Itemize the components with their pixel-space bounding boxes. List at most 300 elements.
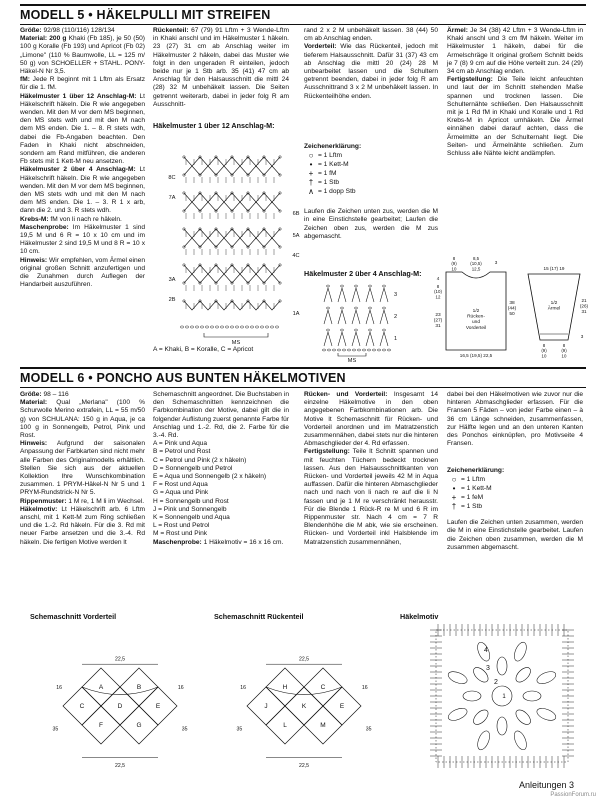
paragraph-text: 98 – 116 (41, 391, 69, 398)
m5-col2-paragraph (153, 27, 289, 109)
foundation-chain (200, 326, 204, 328)
foundation-chain (205, 326, 209, 328)
motif-letter: C (79, 703, 85, 710)
measure-label: 3 (580, 334, 584, 339)
petal-cluster (512, 641, 529, 663)
measure-label: 10 (451, 266, 457, 272)
poncho-back-schematic (214, 628, 394, 778)
motif-letter: E (155, 703, 161, 710)
chain-stitch (382, 285, 385, 287)
measure-label: 8 (452, 256, 456, 261)
modell6-column-2 (153, 391, 289, 547)
v-stitch (380, 288, 388, 302)
paragraph-text: Im Häkelmuster 1 sind 19,5 M und 6 R = 10 x 10 cm und im Häkelmuster 2 sind 19,5 M und 8 R = 10 x 10 cm. (20, 223, 145, 256)
paragraph-heading: Fertigstellung: (447, 76, 493, 84)
m5-col3-paragraph (304, 43, 438, 100)
color-combo-item: K = Sonnengelb und Aqua (153, 514, 230, 522)
sleeve-label: 1/2 (550, 301, 558, 306)
v-stitch (366, 310, 374, 324)
paragraph-heading: Häkelmuster 2 über 4 Anschlag-M: (20, 166, 136, 174)
m5-legend-note: Laufen die Zeichen unten zus, werden die M in eine Einstichstelle gearbeitet; Laufen die Zeichen oben zus, werden die M zus abgemascht. (304, 208, 438, 240)
m6-col3-paragraph (304, 391, 438, 448)
neckline (82, 687, 158, 695)
dimension-label: 16 (361, 684, 368, 691)
measure-label: 16,5 (19,5) 22,5 (459, 353, 493, 358)
body-label: Vorderteil (465, 325, 487, 331)
paragraph-text: 67 (79) 91 Lftm + 3 Wende-Lftm in Khaki anschl und im Häkelmuster 1 häkeln. 23 (27) 31 cm ab Anschlag weiter im Häkelmuster 2 häkeln, dabei das Muster wie folgt in den ungeraden R einteilen, jedoch beide nur je 1 Stb arb. 35 (41) 47 cm ab Anschlag für den Halsausschnitt die mittl 24 (28) 32 M unbehäkelt lassen. Die Seiten getrennt weiterarb, dabei in jeder folg R am Ausschnitt- (153, 27, 289, 108)
legend-text: = 1 Kett-M (461, 484, 492, 492)
sweater-schematic (432, 254, 588, 360)
v-stitch (352, 310, 360, 324)
measure-label: 21 (581, 298, 587, 303)
chart-row-label: 7A (168, 195, 176, 201)
petal-cluster (497, 717, 507, 735)
paragraph-heading: Häkelmotiv: (20, 505, 58, 513)
motif-row-label: 2 (494, 679, 498, 686)
foundation-chain (265, 326, 269, 328)
legend-row (447, 493, 583, 502)
modell5-heading (20, 4, 586, 25)
chart-row-label: 6B (292, 211, 300, 217)
color-combo-item: E = Aqua und Sonnengelb (2 x häkeln) (153, 473, 267, 481)
body-label: Rücken- (467, 314, 485, 320)
paragraph-text: Qual „Merlana" (100 % Schurwolle Merino extrafein, LL = 55 m/50 g) von SCHULANA: 150 g in Aqua, je ca 100 g in Sonnengelb, Petrol, Pink und Rost. (20, 399, 145, 440)
legend-symbol-icon: • (452, 483, 456, 493)
modell5-column-1 (20, 27, 145, 290)
sleeve-label: Ärmel (547, 306, 561, 312)
measure-label: 50 (509, 312, 515, 318)
legend-text: = 1 dopp Stb (318, 187, 356, 195)
m5-legend-title: Zeichenerklärung: (304, 143, 362, 150)
foundation-chain (332, 349, 336, 351)
foundation-chain (185, 326, 189, 328)
paragraph-text: 92/98 (110/116) 128/134 (41, 27, 115, 34)
paragraph-text: Lt Häkelschrift häkeln. Die R wie angegeben wenden. Mit den M vor dem MS beginnen, den MS stets wdh und mit den M nach dem MS enden. Die 1. – 8. R stets wdh, dabei die Fb-Angaben beachten. Den Faden in Khaki nicht abschneiden, sondern am Rand mitführen, die anderen Fb stets mit 1 Kett-M neu ansetzen. (20, 92, 145, 166)
chain-stitch (340, 329, 343, 331)
paragraph-text: Je 34 (38) 42 Lftm + 3 Wende-Lftm in Khaki anschl und 3 cm fM häkeln. Weiter im Häkelmuster 1 häkeln, dabei für die Armelschräge lt original großem Schnitt beids je 7 (8) 9 cm auf die Höhe verteilt zun. 24 (29) 34 cm ab Anschlag enden. (447, 27, 583, 76)
petal-cluster (512, 729, 529, 751)
legend-row (304, 151, 438, 160)
foundation-chain (352, 349, 356, 351)
crochet-chart-2 (316, 280, 396, 362)
chart2-title: Häkelmuster 2 über 4 Anschlag-M: (304, 269, 422, 278)
paragraph-text: Wir empfehlen, vom Ärmel einen original großen Schnitt anzufertigen und die Zunahmen durch Auflegen der Handarbeit auszuführen. (20, 256, 145, 289)
chart-row-label: 5A (292, 233, 300, 239)
dimension-label: 16 (56, 684, 63, 691)
m5-legend-list (304, 151, 438, 196)
foundation-chain (322, 349, 326, 351)
dimension-label: 35 (181, 726, 188, 733)
motif-letter: A (98, 684, 104, 691)
chain-stitch (354, 285, 357, 287)
measure-label: 4 (436, 276, 440, 281)
legend-symbol-icon: † (308, 177, 314, 187)
motif-letter: L (283, 722, 287, 729)
foundation-chain (230, 326, 234, 328)
chart-row-label: 4C (292, 253, 300, 259)
m6-col2-paragraph (153, 391, 289, 440)
chain-stitch (354, 307, 357, 309)
foundation-chain (260, 326, 264, 328)
legend-text: = 1 Lftm (461, 475, 486, 483)
motif-letter: F (99, 722, 103, 729)
chain-stitch (368, 329, 371, 331)
chart1-caption-wrap (153, 346, 293, 354)
m6-legend-list (447, 475, 583, 511)
motif-letter: M (320, 722, 326, 729)
measure-label: 12 (435, 294, 441, 300)
ms-bracket (338, 353, 366, 356)
paragraph-heading: Fertigstellung: (304, 448, 350, 456)
measure-label: 8 (542, 343, 546, 348)
motif-letter: E (339, 703, 345, 710)
legend-symbol-icon: + (451, 492, 457, 502)
poncho-front-schematic (30, 628, 210, 778)
legend-row (447, 502, 583, 511)
legend-symbol-icon: ∧ (308, 186, 314, 196)
measure-label: (9) (451, 261, 457, 267)
m5-col1-paragraph (20, 93, 145, 167)
schema-front-title: Schemaschnitt Vorderteil (30, 612, 117, 621)
paragraph-heading: fM: (20, 76, 30, 84)
chart-row-label: 3A (168, 277, 176, 283)
dimension-label: 22,5 (114, 656, 126, 663)
foundation-chain (275, 326, 279, 328)
m5-col1-paragraph (20, 216, 145, 224)
foundation-chain (215, 326, 219, 328)
petal-cluster (447, 669, 469, 686)
m5-col4-paragraph (447, 76, 583, 158)
m5-col4-paragraph (447, 27, 583, 76)
paragraph-text: Teile lt Schnitt spannen und mit feuchten Tüchern bedeckt trocknen lassen. Aus den Halsausschnittkanten von Rücken- und Vorderteil jeweils 42 M in Aqua auffassen. Dafür die hinteren Abmaschglieder nach und nach von li nach re auf die li N fassen und je 1 M re verschränkt herausstr. Für die Blende 1 Rück-R re M und 6 R im Rippenmuster str. Nach 4 cm = 7 R Blendenhöhe die M abk, wie sie erscheinen. Rücken- und Vorderteil inkl Halsblende im Matratzenstich zusammennähen, (304, 448, 438, 546)
v-stitch (366, 288, 374, 302)
chain-stitch (340, 285, 343, 287)
color-combo-item: B = Petrol und Rost (153, 448, 211, 456)
foundation-chain (270, 326, 274, 328)
m5-col1-paragraph (20, 166, 145, 215)
m6-col1-paragraph (20, 391, 145, 399)
measure-label: (9) (561, 348, 567, 354)
dimension-label: 22,5 (114, 762, 126, 769)
legend-row (304, 160, 438, 169)
legend-row (447, 475, 583, 484)
paragraph-heading: Krebs-M: (20, 215, 49, 223)
motif-letter: H (282, 684, 288, 691)
measure-label: 8 (562, 343, 566, 348)
foundation-chain (195, 326, 199, 328)
ms-bracket (204, 333, 268, 337)
m5-col1-paragraph (20, 27, 145, 35)
foundation-chain (245, 326, 249, 328)
motif-letter: B (136, 684, 142, 691)
color-combo-item: D = Sonnengelb und Petrol (153, 464, 233, 472)
chain-stitch (340, 307, 343, 309)
dimension-label: 22,5 (298, 762, 310, 769)
legend-symbol-icon: + (308, 168, 314, 178)
color-combo-item: H = Sonnengelb und Rost (153, 497, 229, 505)
m6-col1-paragraph (20, 399, 145, 440)
paragraph-text: rand 2 x 2 M unbehäkelt lassen. 38 (44) 50 cm ab Anschlag enden. (304, 27, 438, 43)
chain-stitch (354, 329, 357, 331)
legend-text: = 1 Stb (318, 178, 340, 186)
paragraph-heading: Rippenmuster: (20, 497, 67, 505)
motif-title: Häkelmotiv (400, 612, 439, 621)
petal-cluster (513, 665, 533, 685)
motif-letter: C (320, 684, 326, 691)
paragraph-heading: Hinweis: (20, 256, 48, 264)
chart-row-label: 1A (292, 311, 300, 317)
measure-label: (27) (433, 318, 443, 324)
v-stitch (324, 332, 332, 346)
schema-front-title-wrap (30, 613, 190, 622)
chart-row-label: 1 (394, 336, 398, 342)
v-stitch (380, 332, 388, 346)
m5-col1-paragraph (20, 76, 145, 92)
legend-text: = 1 feM (461, 493, 484, 501)
watermark: PassionForum.ru (550, 792, 596, 798)
m6-col1-paragraph (20, 440, 145, 497)
measure-label: (10,5) (470, 261, 482, 267)
petal-cluster (535, 706, 557, 723)
color-combo-item: A = Pink und Aqua (153, 440, 208, 448)
v-stitch (352, 332, 360, 346)
paragraph-text: 1 M re, 1 M li im Wechsel. (66, 497, 145, 505)
crochet-chart-1 (168, 133, 300, 346)
color-combo-item: G = Aqua und Pink (153, 489, 209, 497)
dimension-label: 16 (240, 684, 247, 691)
motif-letter: J (264, 703, 268, 710)
v-stitch (324, 288, 332, 302)
motif-row-label: 1 (502, 694, 506, 700)
schema-back-title-wrap (214, 613, 374, 622)
legend-symbol-icon: † (451, 501, 457, 511)
chart1-title-wrap (153, 122, 289, 131)
m6-col1-paragraph (20, 498, 145, 506)
m6-gauge: Maschenprobe: 1 Häkelmotiv = 16 x 16 cm. (153, 538, 284, 546)
foundation-chain (220, 326, 224, 328)
v-stitch (352, 288, 360, 302)
modell5-column-4 (447, 27, 583, 158)
chart-row-label: 3 (394, 292, 398, 298)
measure-label: (9) (541, 348, 547, 354)
legend-text: = 1 Lftm (318, 151, 343, 159)
m6-legend-note: Laufen die Zeichen unten zusammen, werden die M in eine Einstichstelle gearbeitet. Laufen die Zeichen oben zusammen, werden die M zusammen abgemascht. (447, 519, 583, 551)
modell6-column-3 (304, 391, 438, 547)
petal-cluster (475, 729, 492, 751)
modell6-title: MODELL 6 • PONCHO AUS BUNTEN HÄKELMOTIVEN (20, 371, 346, 385)
foundation-chain (387, 349, 391, 351)
motif-row-label: 4 (484, 647, 488, 654)
page-number: Anleitungen 3 (518, 780, 574, 790)
foundation-chain (362, 349, 366, 351)
m5-col1-paragraph (20, 257, 145, 290)
chain-stitch (368, 307, 371, 309)
measure-label: 10 (561, 353, 567, 359)
measure-label: 23 (435, 313, 441, 318)
modell5-title: MODELL 5 • HÄKELPULLI MIT STREIFEN (20, 8, 271, 22)
measure-label: 15 (17) 19 (543, 266, 565, 271)
foundation-chain (225, 326, 229, 328)
dimension-label: 35 (236, 726, 243, 733)
foundation-chain (347, 349, 351, 351)
paragraph-heading: Material: 200 g (20, 35, 67, 43)
foundation-chain (210, 326, 214, 328)
legend-symbol-icon: ○ (308, 150, 314, 160)
dimension-label: 22,5 (298, 656, 310, 663)
paragraph-heading: Hinweis: (20, 440, 48, 448)
m6-col4-paragraph (447, 391, 583, 448)
dimension-label: 35 (365, 726, 372, 733)
paragraph-heading: Rückenteil: (153, 27, 189, 34)
measure-label: (10) (434, 289, 442, 295)
chain-stitch (326, 329, 329, 331)
motif-row-label: 3 (486, 665, 490, 672)
measure-label: 8,5 (472, 256, 480, 261)
paragraph-heading: Maschenprobe: (20, 223, 69, 231)
foundation-chain (377, 349, 381, 351)
paragraph-heading: Rücken- und Vorderteil: (304, 391, 388, 398)
v-stitch (338, 288, 346, 302)
foundation-chain (250, 326, 254, 328)
legend-text: = 1 fM (318, 169, 337, 177)
neckline (266, 687, 342, 695)
modell5-column-3 (304, 27, 438, 101)
paragraph-text: Schemaschnitt angeordnet. Die Buchstaben in den Schemaschnitten kennzeichnen die Farbkombination der Motive, dabei gilt die in folgender Auflistung zuerst genannte Farbe für Anschlag und 1.-2. Rd, die 2. Farbe für die 3.-4. Rd. (153, 391, 289, 440)
paragraph-text: Khaki (Fb 185), je 50 (50) 100 g Koralle (Fb 193) und Apricot (Fb 02) „Limone" (110 % Baumwolle, LL = 125 m/ 50 g) von SCHOELLER + STAHL. PONY-Häkel-N Nr 3,5. (20, 35, 145, 76)
measure-label: 31 (581, 308, 587, 314)
dimension-label: 35 (52, 726, 59, 733)
color-combo-item: L = Rost und Petrol (153, 522, 210, 530)
foundation-chain (240, 326, 244, 328)
paragraph-text: Lt Häkelschrift häkeln. Die R wie angegeben wenden. Mit den M vor dem MS beginnen, den MS stets wdh und mit den M nach dem MS enden. Die 1. – 3. R 1 x arb, dann die 2. und 3. R stets wdh. (20, 166, 145, 215)
legend-row (304, 169, 438, 178)
ms-label: MS (347, 358, 357, 364)
modell6-column-1 (20, 391, 145, 547)
measure-label: 12,5 (471, 266, 481, 272)
paragraph-text: dabei bei den Häkelmotiven wie zuvor nur die hinteren Abmaschglieder erfassen. Für die Fransen 5 Fäden – von jeder Farbe einen – à 36 cm Länge schneiden, zusammenfassen, zur Hälfte legen und an den unteren Kanten des Ponchos einknüpfen, pro Motivseite 4 Fransen. (447, 391, 583, 448)
legend-symbol-icon: ○ (451, 474, 457, 484)
legend-row (447, 484, 583, 493)
paragraph-heading: Vorderteil: (304, 43, 337, 51)
legend-symbol-icon: • (309, 159, 313, 169)
chart-row-label: 2 (394, 314, 398, 320)
foundation-chain (357, 349, 361, 351)
chart-row-label: 8C (168, 175, 176, 181)
chart2-title-wrap (304, 270, 438, 279)
chain-stitch (368, 285, 371, 287)
m6-col1-paragraph (20, 506, 145, 547)
measure-label: (44) (507, 306, 517, 312)
measure-label: (26) (579, 303, 589, 309)
foundation-chain (255, 326, 259, 328)
measure-label: 31 (435, 324, 441, 330)
paragraph-text: Die Teile leicht anfeuchten und laut der im Schnitt stehenden Maße spannen und trocknen lassen. Die Schulternähte schließen. Den Halsausschnitt mit je 1 Rd fM in Khaki und Koralle und 1 Rd Krebs-M in Apricot umhäkeln. Die Ärmel einnähen dabei darauf achten, dass die Ärmelmitte an der Schulternaht liegt. Die Seiten- und Ärmelnähte schließen. Zum Schluss alle Nähte leicht andämpfen. (447, 76, 583, 158)
paragraph-text: fM von li nach re häkeln. (48, 215, 122, 223)
paragraph-text: Jede R beginnt mit 1 Lftm als Ersatz für die 1. fM. (20, 76, 145, 92)
foundation-chain (372, 349, 376, 351)
crochet-motif-chart (424, 616, 580, 776)
color-combo-item: F = Rost und Aqua (153, 481, 208, 489)
modell5-column-2 (153, 27, 289, 109)
paragraph-text: Insgesamt 14 einzelne Häkelmotive in den oben angegebenen Farbkombinationen arb. Die Motive lt Schemaschnitt für Rücken- und Vorderteil anordnen und im Matratzenstich zusammennähen, dabei stets nur die hinteren Abmaschglieder der 4. Rd erfassen. (304, 391, 439, 448)
foundation-chain (190, 326, 194, 328)
measure-label: 3 (494, 260, 498, 265)
chain-stitch (326, 307, 329, 309)
v-stitch (366, 332, 374, 346)
petal-cluster (497, 657, 507, 675)
modell6-heading (20, 367, 586, 388)
v-stitch (338, 310, 346, 324)
legend-text: = 1 Stb (461, 502, 483, 510)
paragraph-text: Wie das Rückenteil, jedoch mit tieferem Halsausschnitt. Dafür 31 (37) 43 cm ab Anschlag die mittl 20 (24) 28 M unbearbeitet lassen und die Schultern getrennt beenden, dabei in jeder folg R am Ausschnittrand 3 x 2 M unbehäkelt lassen. In Rückenteilhöhe enden. (304, 43, 438, 100)
dimension-label: 16 (177, 684, 184, 691)
foundation-chain (367, 349, 371, 351)
motif-letter: D (117, 703, 123, 710)
body-label: 1/2 (472, 309, 480, 314)
m6-legend-title: Zeichenerklärung: (447, 467, 505, 474)
legend-row (304, 187, 438, 196)
petal-cluster (523, 691, 541, 701)
chain-stitch (326, 285, 329, 287)
paragraph-heading: Größe: (20, 27, 42, 34)
motif-letter: K (301, 703, 307, 710)
petal-cluster (471, 707, 491, 727)
petal-cluster (513, 707, 533, 727)
legend-row (304, 178, 438, 187)
chart1-caption: A = Khaki, B = Koralle, C = Apricot (153, 346, 254, 353)
m5-col1-paragraph (20, 35, 145, 76)
paragraph-heading: Größe: (20, 391, 42, 398)
paragraph-heading: Material: (20, 399, 48, 407)
paragraph-heading: Häkelmuster 1 über 12 Anschlag-M: (20, 92, 137, 100)
petal-cluster (535, 669, 557, 686)
modell6-column-4 (447, 391, 583, 448)
v-stitch (380, 310, 388, 324)
chain-stitch (382, 329, 385, 331)
color-combo-item: J = Pink und Sonnengelb (153, 505, 227, 513)
v-stitch (324, 310, 332, 324)
foundation-chain (337, 349, 341, 351)
paragraph-text: Lt Häkelschrift arb. 6 Lftm anschl, mit 1 Kett-M zum Ring schließen und die 1.-2. Rd häkeln. Für die 3. Rd mit neuer Farbe ansetzen und die 3.-4. Rd häkeln. Die fertigen Motive werden lt (20, 505, 145, 546)
m5-col1-paragraph (20, 224, 145, 257)
foundation-chain (382, 349, 386, 351)
paragraph-text: Aufgrund der saisonalen Anpassung der Farbkarten sind nicht mehr alle Farben des Originalmodells erhältlich. Stellen Sie sich aus der aktuellen Kollektion Ihre Wunschkombination zusammen. 1 PRYM-Häkel-N Nr 5 und 1 PRYM-Rundstrick-N Nr 5. (20, 440, 145, 497)
foundation-chain (327, 349, 331, 351)
chart-row-label: 2B (168, 297, 176, 303)
measure-label: 38 (509, 301, 515, 306)
ms-label: MS (231, 340, 241, 346)
m5-legend (304, 143, 438, 241)
foundation-chain (235, 326, 239, 328)
m6-col3-paragraph (304, 448, 438, 546)
measure-label: 10 (541, 353, 547, 359)
foundation-chain (180, 326, 184, 328)
motif-letter: G (136, 722, 142, 729)
color-combo-item: M = Rost und Pink (153, 530, 208, 538)
chart1-title: Häkelmuster 1 über 12 Anschlag-M: (153, 121, 275, 130)
measure-label: 8 (436, 284, 440, 289)
petal-cluster (446, 706, 468, 723)
m5-col3-paragraph (304, 27, 438, 43)
color-combo-item: C = Petrol und Pink (2 x häkeln) (153, 456, 247, 464)
schema-back-title: Schemaschnitt Rückenteil (214, 612, 304, 621)
legend-text: = 1 Kett-M (318, 160, 349, 168)
body-label: und (471, 320, 481, 326)
paragraph-heading: Ärmel: (447, 27, 468, 34)
v-stitch (338, 332, 346, 346)
foundation-chain (342, 349, 346, 351)
petal-cluster (463, 691, 481, 701)
